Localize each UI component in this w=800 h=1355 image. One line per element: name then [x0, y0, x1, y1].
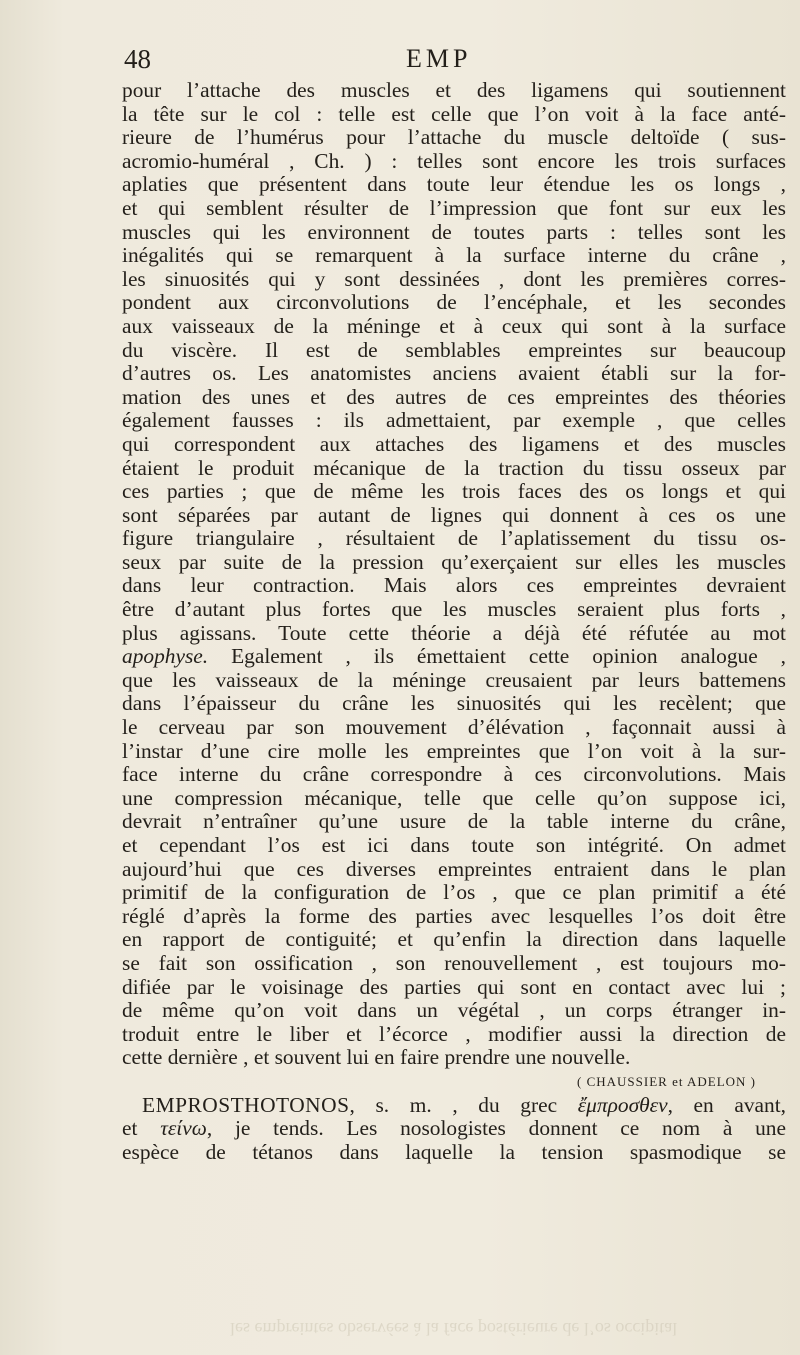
page-number: 48 — [124, 44, 151, 74]
text-fragment: , en avant, — [667, 1092, 786, 1117]
text-line: dans l’épaisseur du crâne les sinuosités qui les recèlent; que — [122, 691, 786, 716]
text-line: que les vaisseaux de la méninge creusaient par leurs battemens — [122, 667, 786, 692]
text-line: aux vaisseaux de la méninge et à ceux qui sont à la surface — [122, 313, 786, 338]
entry-headword: EMPROSTHOTONOS — [142, 1092, 350, 1117]
text-line: muscles qui les environnent de toutes parts : telles sont les — [122, 219, 786, 244]
text-line: aujourd’hui que ces diverses empreintes entraient dans le plan — [122, 856, 786, 881]
text-line: être d’autant plus fortes que les muscles seraient plus forts , — [122, 597, 786, 622]
text-line: une compression mécanique, telle que celle qu’on suppose ici, — [122, 785, 786, 810]
author-signature: ( CHAUSSIER et ADELON ) — [577, 1073, 756, 1089]
text-line: la tête sur le col : telle est celle que l’on voit à la face anté- — [122, 101, 786, 126]
text-line: difiée par le voisinage des parties qui sont en contact avec lui ; — [122, 974, 786, 999]
text-line: pondent aux circonvolutions de l’encéphale, et les secondes — [122, 290, 786, 315]
text-line: troduit entre le liber et l’écorce , modifier aussi la direction de — [122, 1021, 786, 1046]
text-fragment: et — [122, 1116, 138, 1141]
text-fragment: Egalement , ils émettaient cette opinion analogue , — [208, 644, 786, 669]
italic-term: apophyse. — [122, 644, 209, 669]
text-line: face interne du crâne correspondre à ces circonvolutions. Mais — [122, 762, 786, 787]
text-line: qui correspondent aux attaches des ligamens et des muscles — [122, 431, 786, 456]
text-line: se fait son ossification , son renouvellement , est toujours mo- — [122, 950, 786, 975]
entry-line-3: espèce de tétanos dans laquelle la tension spasmodique se — [122, 1139, 786, 1164]
text-line: les sinuosités qui y sont dessinées , dont les premières corres- — [122, 266, 786, 291]
body-text — [122, 79, 786, 1164]
text-line: également fausses : ils admettaient, par exemple , que celles — [122, 408, 786, 433]
page-header — [124, 44, 782, 80]
text-line: de même qu’on voit dans un végétal , un corps étranger in- — [122, 998, 786, 1023]
text-line: mation des unes et des autres de ces empreintes des théories — [122, 384, 786, 409]
greek-word: ἔμπροσθεν — [577, 1092, 668, 1117]
text-line: d’autres os. Les anatomistes anciens avaient établi sur la for- — [122, 361, 786, 386]
running-head: EMP — [406, 44, 472, 73]
bleed-through-text: les empreintes observées à la face postérieure de l’os occipital — [230, 1319, 678, 1339]
text-line: rieure de l’humérus pour l’attache du muscle deltoïde ( sus- — [122, 125, 786, 150]
greek-word: τείνω — [160, 1116, 207, 1141]
text-fragment: , s. m. , du grec — [349, 1092, 558, 1117]
text-line: dans leur contraction. Mais alors ces empreintes devraient — [122, 573, 786, 598]
text-line: cette dernière , et souvent lui en faire prendre une nouvelle. — [122, 1045, 631, 1070]
text-line: réglé d’après la forme des parties avec lesquelles l’os doit être — [122, 903, 786, 928]
text-fragment: , je tends. Les nosologistes donnent ce nom à une — [206, 1116, 786, 1141]
text-line: acromio-huméral , Ch. ) : telles sont encore les trois surfaces — [122, 148, 786, 173]
text-line: en rapport de contiguité; et qu’enfin la direction dans laquelle — [122, 927, 786, 952]
text-line: primitif de la configuration de l’os , que ce plan primitif a été — [122, 880, 786, 905]
text-line: ces parties ; que de même les trois faces des os longs et qui — [122, 479, 786, 504]
text-line: l’instar d’une cire molle les empreintes que l’on voit à la sur- — [122, 738, 786, 763]
entry-line-2 — [122, 1117, 786, 1141]
text-line: du viscère. Il est de semblables empreintes sur beaucoup — [122, 337, 786, 362]
text-line: pour l’attache des muscles et des ligamens qui soutiennent — [122, 78, 786, 102]
text-line: figure triangulaire , résultaient de l’aplatissement du tissu os- — [122, 526, 786, 551]
text-line: aplaties que présentent dans toute leur étendue les os longs , — [122, 172, 786, 197]
text-line: le cerveau par son mouvement d’élévation , façonnait aussi à — [122, 715, 786, 740]
text-line: inégalités qui se remarquent à la surface interne du crâne , — [122, 243, 786, 268]
text-line: et cependant l’os est ici dans toute son intégrité. On admet — [122, 833, 786, 857]
entry-line-1 — [122, 1094, 786, 1118]
text-line: plus agissans. Toute cette théorie a déjà été réfutée au mot — [122, 620, 786, 645]
text-line: étaient le produit mécanique de la traction du tissu osseux par — [122, 455, 786, 480]
text-line: seux par suite de la pression qu’exerçaient sur elles les muscles — [122, 549, 786, 574]
text-line: et qui semblent résulter de l’impression que font sur eux les — [122, 195, 786, 220]
text-line: devrait n’entraîner qu’une usure de la table interne du crâne, — [122, 809, 786, 834]
text-line: sont séparées par autant de lignes qui donnent à ces os une — [122, 502, 786, 527]
text-line-apophyse — [122, 645, 786, 669]
